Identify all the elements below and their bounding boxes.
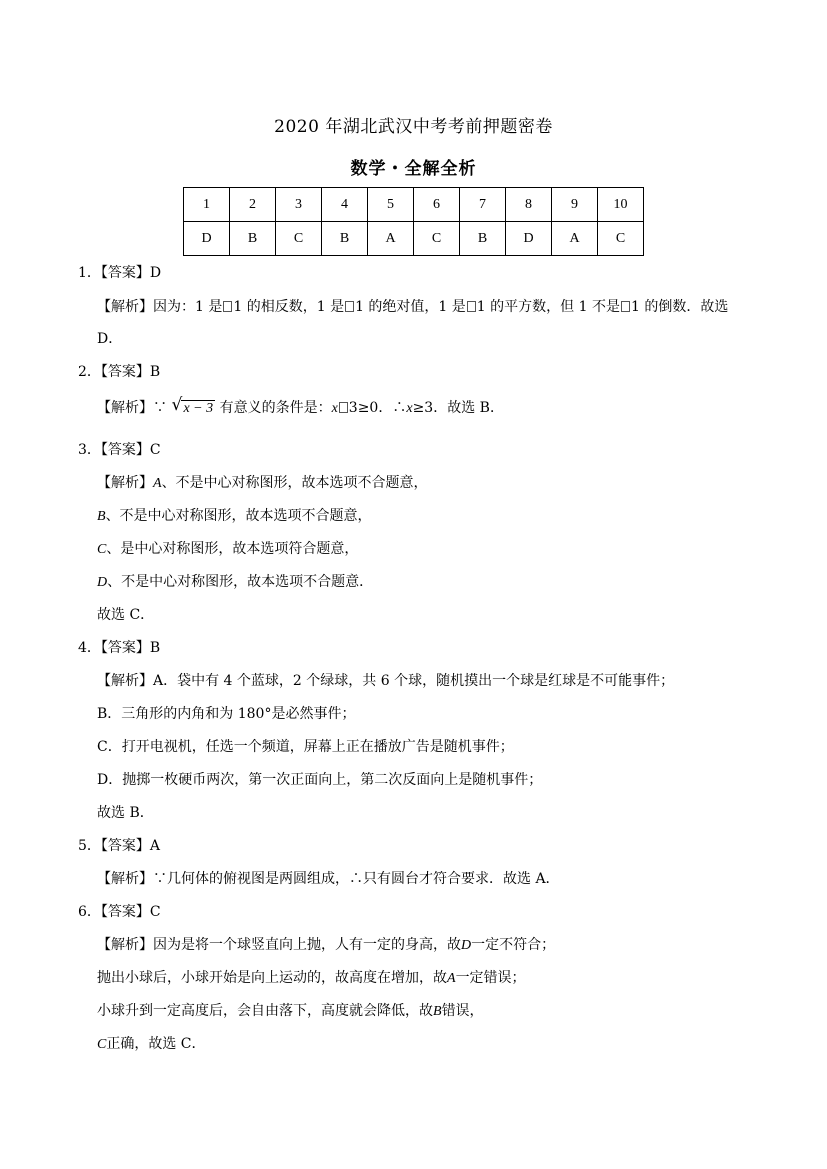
math-variable: x [331,401,338,416]
math-variable: x [406,401,413,416]
page-subtitle: 数学・全解全析 [350,159,477,179]
text-fragment: 错误， [441,1003,484,1019]
option-letter: A [153,476,162,491]
table-cell: B [230,222,276,256]
option-letter: D [461,938,472,953]
option-letter: C [97,542,107,557]
q6-answer-heading: 6．【答案】C [78,904,161,920]
missing-glyph-icon [345,301,354,312]
option-letter: B [97,509,106,524]
table-cell: 7 [460,188,506,222]
text-fragment: 1 的绝对值，1 是 [355,299,466,315]
table-cell: B [322,222,368,256]
q3-explanation-line-1 [97,473,428,494]
table-cell: A [552,222,598,256]
option-letter: D [97,575,108,590]
table-cell: 9 [552,188,598,222]
q6-explanation-line-1 [97,935,555,956]
q2-explanation-line [97,395,504,419]
q6-explanation-line-4 [97,1034,206,1055]
table-cell: C [276,222,322,256]
text-fragment: 一定错误； [455,970,526,986]
text-fragment: 、是中心对称图形，故本选项符合题意， [106,541,359,557]
text-fragment: 、不是中心对称图形，故本选项不合题意， [161,475,428,491]
square-root-expression [171,395,215,419]
table-cell: 3 [276,188,322,222]
text-fragment: 【解析】 [97,475,153,491]
text-fragment: 1 的相反数，1 是 [233,299,345,315]
table-cell: 1 [184,188,230,222]
text-fragment: 抛出小球后，小球开始是向上运动的，故高度在增加，故 [97,970,447,986]
text-fragment: 1 的倒数．故选 [630,299,729,315]
q4-explanation-line-1: 【解析】A．袋中有 4 个蓝球，2 个绿球，共 6 个球，随机摸出一个球是红球是不可能事件； [97,673,675,689]
table-cell: C [598,222,644,256]
q6-explanation-line-3 [97,1001,484,1022]
text-fragment: 一定不符合； [471,937,556,953]
q3-explanation-line-4 [97,572,373,593]
q6-explanation-line-2 [97,968,526,989]
text-fragment: 小球升到一定高度后，会自由落下，高度就会降低，故 [97,1003,433,1019]
option-letter: A [447,971,456,986]
answer-table-answer-row [184,222,644,256]
q1-explanation-line-2: D． [97,331,123,347]
answer-table [183,187,644,256]
q3-answer-heading: 3．【答案】C [78,442,161,458]
q4-explanation-line-3: C．打开电视机，任选一个频道，屏幕上正在播放广告是随机事件； [97,739,514,755]
q4-explanation-line-5: 故选 B． [97,805,154,821]
page-title: 2020 年湖北武汉中考考前押题密卷 [274,117,553,137]
q1-explanation-line [97,297,728,317]
option-letter: C [97,1037,107,1052]
table-cell: 2 [230,188,276,222]
table-cell: 8 [506,188,552,222]
missing-glyph-icon [467,301,476,312]
missing-glyph-icon [223,301,232,312]
q5-answer-heading: 5．【答案】A [78,838,161,854]
table-cell: D [506,222,552,256]
table-cell: A [368,222,414,256]
q3-explanation-line-2 [97,506,372,527]
radical-sign-icon: √ [171,395,183,415]
q3-explanation-line-3 [97,539,358,560]
table-cell: 6 [414,188,460,222]
text-fragment: 正确，故选 C． [106,1036,206,1052]
text-fragment: 1 的平方数，但 1 不是 [476,299,620,315]
missing-glyph-icon [339,402,348,413]
table-cell: 4 [322,188,368,222]
radicand: x − 3 [183,401,214,416]
q4-explanation-line-2: B．三角形的内角和为 180°是必然事件； [97,706,356,722]
text-fragment: 【解析】因为：1 是 [97,299,223,315]
q4-answer-heading: 4．【答案】B [78,640,161,656]
text-fragment: 【解析】因为是将一个球竖直向上抛，人有一定的身高，故 [97,937,461,953]
table-cell: B [460,222,506,256]
table-cell: 10 [598,188,644,222]
option-letter: B [433,1004,442,1019]
q5-explanation-line: 【解析】∵几何体的俯视图是两圆组成，∴只有圆台才符合要求．故选 A． [97,871,560,887]
missing-glyph-icon [621,301,630,312]
table-cell: C [414,222,460,256]
q1-answer-heading: 1．【答案】D [78,265,162,281]
table-cell: 5 [368,188,414,222]
text-fragment: ≥3．故选 B． [412,400,504,416]
q2-answer-heading: 2．【答案】B [78,364,161,380]
q4-explanation-line-4: D．抛掷一枚硬币两次，第一次正面向上，第二次反面向上是随机事件； [97,772,543,788]
text-fragment: 、不是中心对称图形，故本选项不合题意． [107,574,374,590]
text-fragment: 、不是中心对称图形，故本选项不合题意， [105,508,372,524]
text-fragment: 3≥0．∴ [348,400,407,416]
q3-explanation-line-5: 故选 C． [97,607,155,623]
answer-table-number-row [184,188,644,222]
table-cell: D [184,222,230,256]
text-fragment: 有意义的条件是： [219,400,332,416]
text-fragment: 【解析】∵ [97,400,167,416]
